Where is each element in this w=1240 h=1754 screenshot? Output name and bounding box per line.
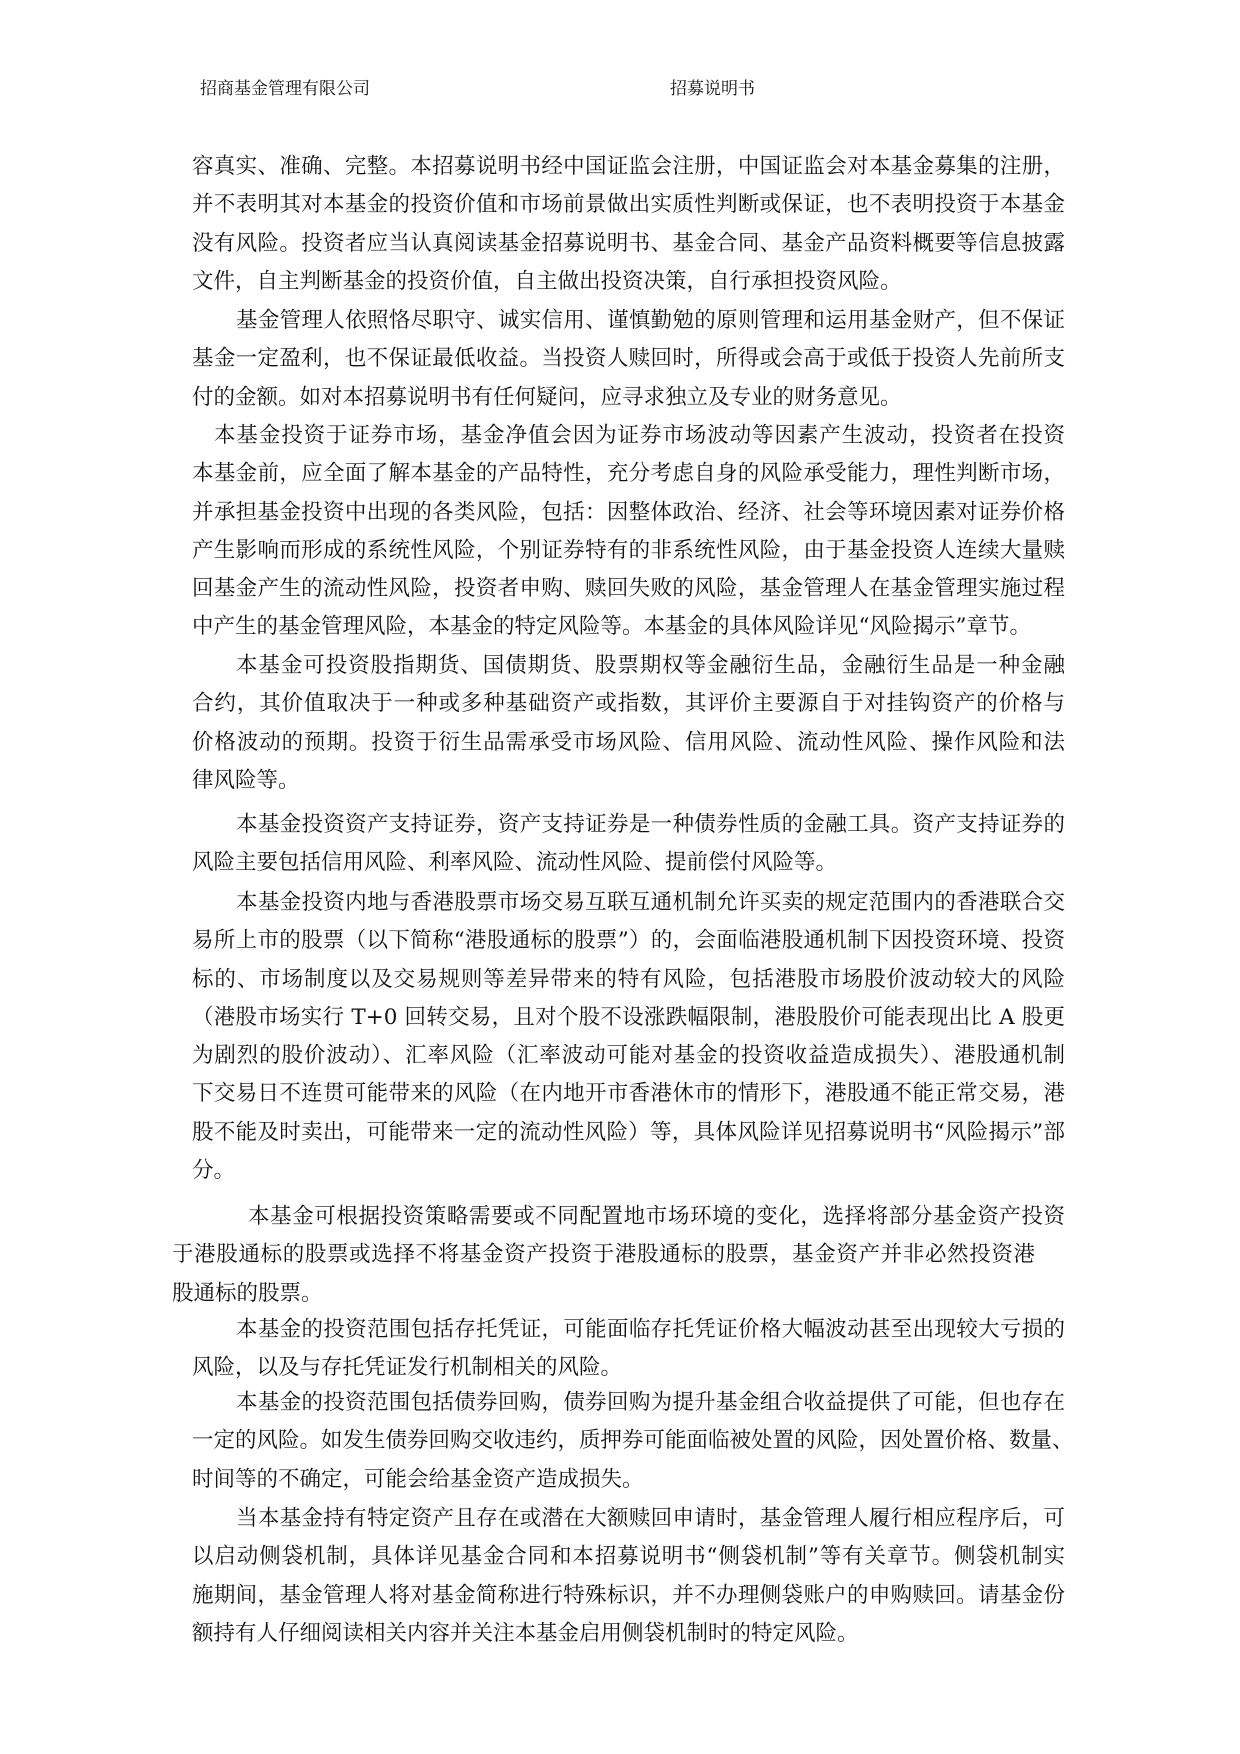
paragraph xyxy=(192,647,1065,800)
text-line: 以启动侧袋机制，具体详见基金合同和本招募说明书“侧袋机制”等有关章节。侧袋机制实 xyxy=(192,1544,1065,1570)
paragraph xyxy=(192,806,1065,883)
paragraph xyxy=(192,302,1065,417)
text-line: 律风险等。 xyxy=(192,767,300,793)
text-line: 股通标的股票。 xyxy=(172,1280,323,1306)
text-line: 本基金投资资产支持证券，资产支持证券是一种债券性质的金融工具。资产支持证券的 xyxy=(236,812,1065,837)
text-line: 时间等的不确定，可能会给基金资产造成损失。 xyxy=(192,1466,644,1492)
paragraph xyxy=(192,148,1065,301)
text-line: 中产生的基金管理风险，本基金的特定风险等。本基金的具体风险详见“风险揭示”章节。 xyxy=(192,614,1031,640)
header-doc-title: 招募说明书 xyxy=(670,79,755,99)
text-line: 并不表明其对本基金的投资价值和市场前景做出实质性判断或保证，也不表明投资于本基金 xyxy=(192,192,1065,218)
paragraph xyxy=(192,417,1065,647)
text-line: 施期间，基金管理人将对基金简称进行特殊标识，并不办理侧袋账户的申购赎回。请基金份 xyxy=(192,1582,1065,1608)
text-line: 下交易日不连贯可能带来的风险（在内地开市香港休市的情形下，港股通不能正常交易，港 xyxy=(192,1081,1065,1107)
text-line: 本基金前，应全面了解本基金的产品特性，充分考虑自身的风险承受能力，理性判断市场， xyxy=(192,461,1065,487)
text-line: 本基金投资内地与香港股票市场交易互联互通机制允许买卖的规定范围内的香港联合交 xyxy=(236,890,1065,915)
text-line: （港股市场实行 T+0 回转交易，且对个股不设涨跌幅限制，港股股价可能表现出比 A 股更 xyxy=(192,1004,1065,1030)
paragraph xyxy=(192,1500,1065,1653)
text-line: 本基金可投资股指期货、国债期货、股票期权等金融衍生品，金融衍生品是一种金融 xyxy=(236,653,1065,678)
text-line: 并承担基金投资中出现的各类风险，包括：因整体政治、经济、社会等环境因素对证券价格 xyxy=(192,499,1065,525)
text-line: 风险，以及与存托凭证发行机制相关的风险。 xyxy=(192,1355,623,1381)
text-line: 本基金投资于证券市场，基金净值会因为证券市场波动等因素产生波动，投资者在投资 xyxy=(214,423,1065,448)
text-line: 容真实、准确、完整。本招募说明书经中国证监会注册，中国证监会对本基金募集的注册， xyxy=(192,154,1065,179)
text-line: 分。 xyxy=(192,1158,236,1184)
text-line: 本基金的投资范围包括债券回购，债券回购为提升基金组合收益提供了可能，但也存在 xyxy=(236,1390,1065,1415)
text-line: 本基金可根据投资策略需要或不同配置地市场环境的变化，选择将部分基金资产投资 xyxy=(248,1204,1065,1229)
text-line: 一定的风险。如发生债券回购交收违约，质押券可能面临被处置的风险，因处置价格、数量、 xyxy=(192,1428,1074,1454)
paragraph xyxy=(172,1198,1065,1313)
text-line: 价格波动的预期。投资于衍生品需承受市场风险、信用风险、流动性风险、操作风险和法 xyxy=(192,729,1065,755)
text-line: 本基金的投资范围包括存托凭证，可能面临存托凭证价格大幅波动甚至出现较大亏损的 xyxy=(236,1317,1065,1342)
text-line: 为剧烈的股价波动）、汇率风险（汇率波动可能对基金的投资收益造成损失）、港股通机制 xyxy=(192,1043,1065,1069)
text-line: 文件，自主判断基金的投资价值，自主做出投资决策，自行承担投资风险。 xyxy=(192,268,902,294)
text-line: 基金一定盈利，也不保证最低收益。当投资人赎回时，所得或会高于或低于投资人先前所支 xyxy=(192,346,1065,372)
text-line: 股不能及时卖出，可能带来一定的流动性风险）等，具体风险详见招募说明书“风险揭示”部 xyxy=(192,1119,1065,1145)
text-line: 于港股通标的股票或选择不将基金资产投资于港股通标的股票，基金资产并非必然投资港 xyxy=(172,1242,1035,1268)
text-line: 付的金额。如对本招募说明书有任何疑问，应寻求独立及专业的财务意见。 xyxy=(192,384,902,410)
paragraph xyxy=(192,1311,1065,1388)
text-line: 标的、市场制度以及交易规则等差异带来的特有风险，包括港股市场股价波动较大的风险 xyxy=(192,966,1065,992)
header-company: 招商基金管理有限公司 xyxy=(200,79,370,99)
text-line: 基金管理人依照恪尽职守、诚实信用、谨慎勤勉的原则管理和运用基金财产，但不保证 xyxy=(236,308,1065,333)
text-line: 额持有人仔细阅读相关内容并关注本基金启用侧袋机制时的特定风险。 xyxy=(192,1620,859,1646)
paragraph xyxy=(192,884,1065,1190)
text-line: 风险主要包括信用风险、利率风险、流动性风险、提前偿付风险等。 xyxy=(192,850,838,876)
text-line: 合约，其价值取决于一种或多种基础资产或指数，其评价主要源自于对挂钩资产的价格与 xyxy=(192,691,1065,717)
text-line: 易所上市的股票（以下简称“港股通标的股票”）的，会面临港股通机制下因投资环境、投资 xyxy=(192,928,1065,954)
text-line: 当本基金持有特定资产且存在或潜在大额赎回申请时，基金管理人履行相应程序后，可 xyxy=(236,1506,1065,1531)
text-line: 没有风险。投资者应当认真阅读基金招募说明书、基金合同、基金产品资料概要等信息披露 xyxy=(192,230,1065,256)
paragraph xyxy=(192,1384,1074,1499)
text-line: 产生影响而形成的系统性风险，个别证券特有的非系统性风险，由于基金投资人连续大量赎 xyxy=(192,537,1065,563)
text-line: 回基金产生的流动性风险，投资者申购、赎回失败的风险，基金管理人在基金管理实施过程 xyxy=(192,576,1065,602)
